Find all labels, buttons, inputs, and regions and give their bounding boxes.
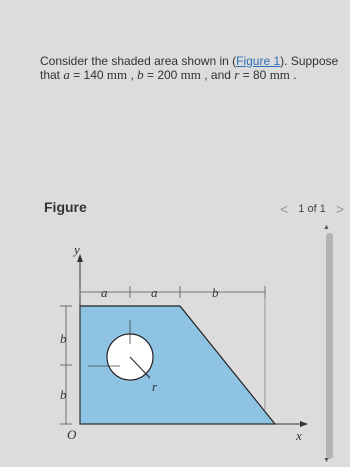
comma-1: , — [127, 68, 138, 82]
x-axis-arrow-icon — [300, 421, 308, 427]
label-a-1: a — [101, 285, 108, 300]
var-r: r — [234, 67, 240, 82]
scroll-up-icon[interactable]: ▲ — [323, 224, 330, 231]
scroll-down-icon[interactable]: ▼ — [323, 457, 330, 464]
unit-a: mm — [106, 67, 128, 82]
problem-text-prefix: Consider the shaded area shown in ( — [40, 54, 237, 68]
problem-text-suffix: ). Suppose — [280, 54, 339, 68]
problem-text-that: that — [40, 68, 64, 82]
label-x: x — [296, 428, 302, 443]
var-b: b — [137, 67, 144, 82]
figure-link[interactable]: Figure 1 — [236, 54, 281, 68]
var-a: a — [63, 67, 70, 82]
label-origin: O — [67, 427, 77, 442]
label-a-2: a — [151, 285, 158, 300]
period: . — [289, 68, 297, 82]
unit-b: mm — [180, 67, 201, 82]
label-b-left-1: b — [60, 331, 67, 346]
unit-r: mm — [269, 67, 290, 82]
figure-pager — [280, 201, 344, 217]
value-b: = 200 — [143, 68, 181, 82]
scrollbar[interactable] — [326, 233, 333, 459]
prev-figure-icon[interactable]: < — [280, 201, 289, 217]
value-r: = 80 — [239, 68, 270, 82]
label-b-left-2: b — [60, 387, 67, 402]
problem-statement — [40, 54, 340, 82]
label-y: y — [74, 242, 80, 257]
figure-title: Figure — [44, 199, 87, 215]
label-r: r — [152, 379, 158, 394]
pager-text: 1 of 1 — [298, 203, 326, 215]
value-a: = 140 — [69, 68, 107, 82]
label-b-top: b — [212, 285, 219, 300]
and-text: , and — [200, 68, 235, 82]
next-figure-icon[interactable]: > — [335, 201, 344, 217]
figure-diagram — [0, 223, 350, 467]
